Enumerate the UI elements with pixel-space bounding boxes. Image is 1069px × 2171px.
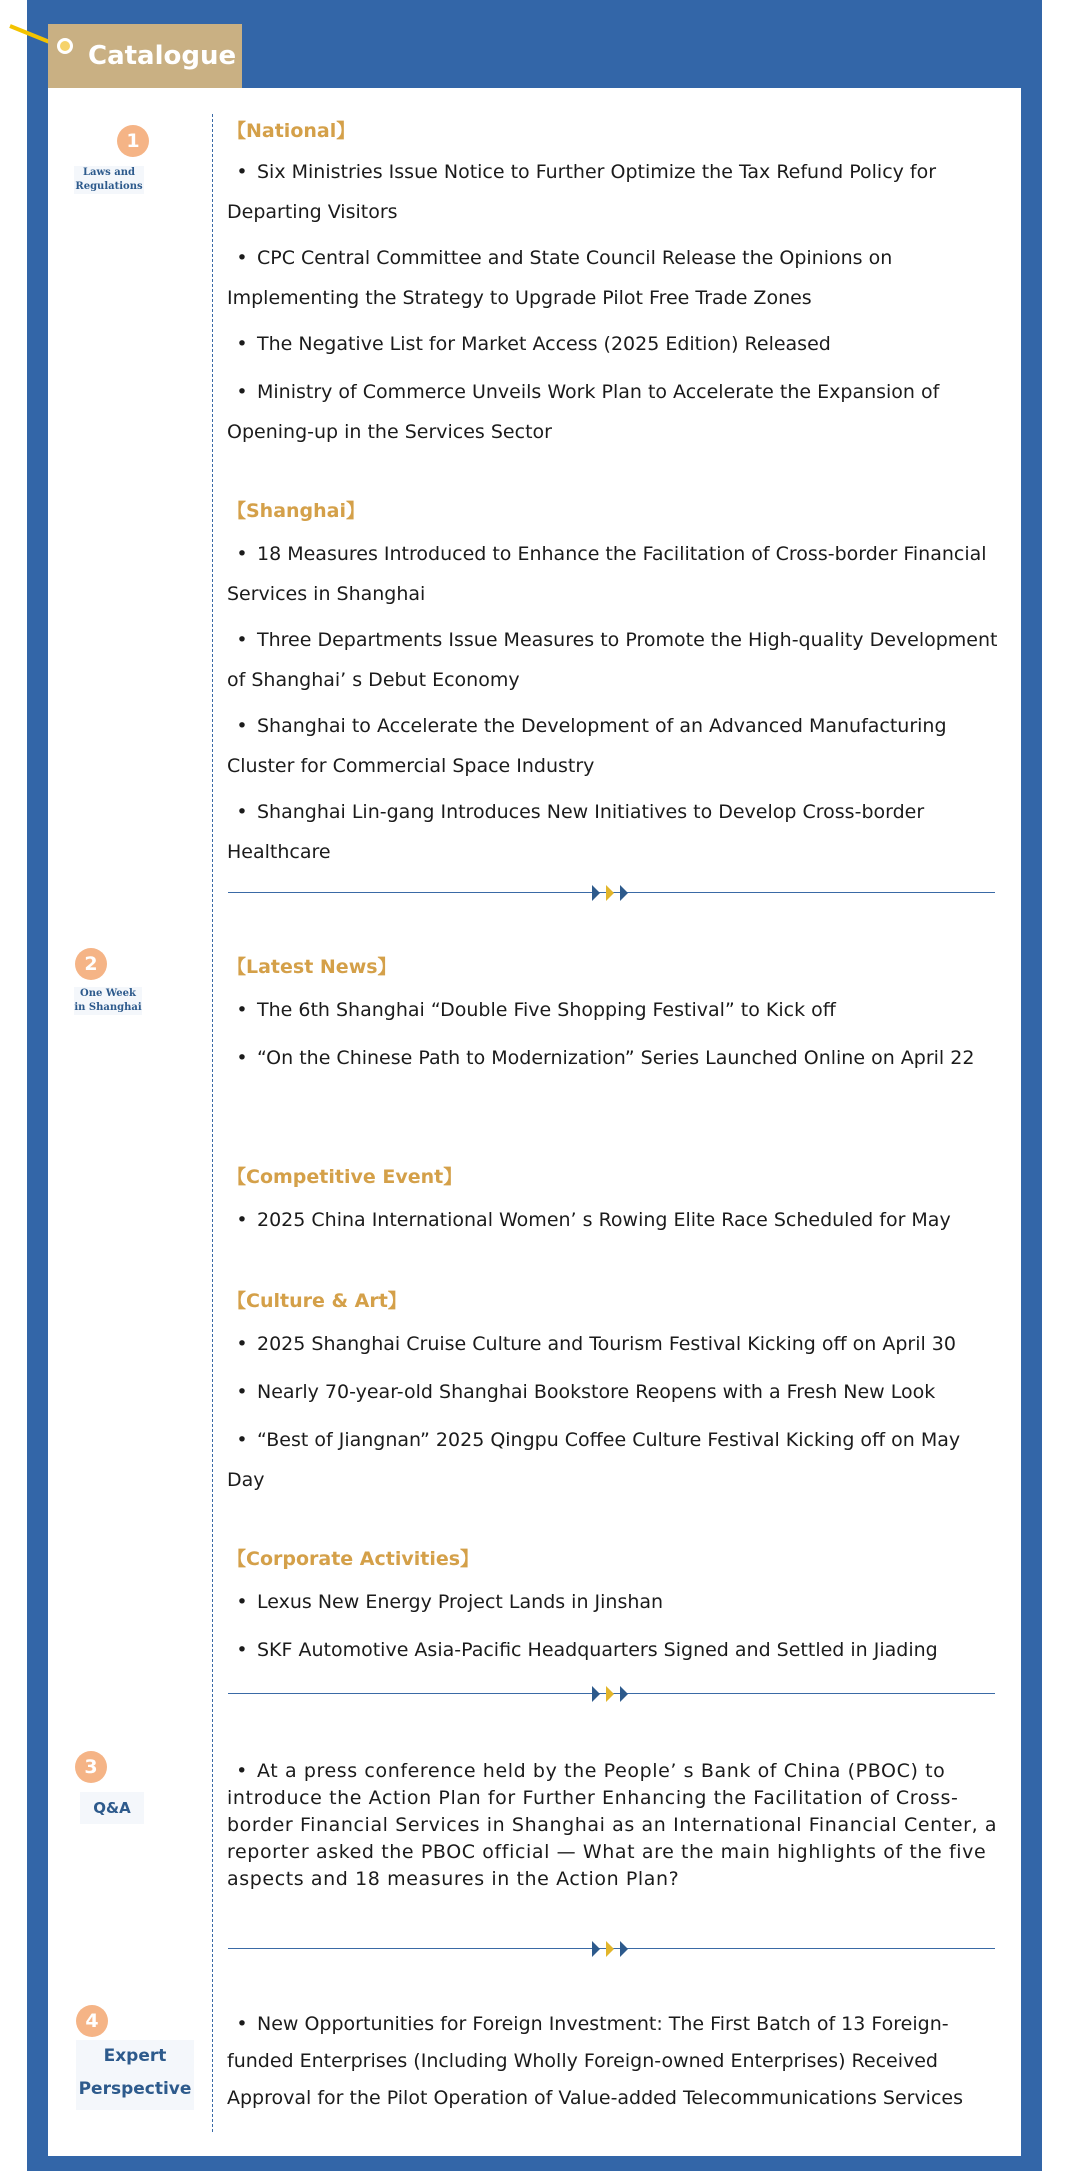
qa-item[interactable]: • At a press conference held by the People’ s Bank of China (PBOC) to introduce the Action Plan for Further Enhancing the Facilitation of Cross-border Financial Services in Shanghai as an International Financial Center, a reporter asked the PBOC official — What are the main highlights of the five aspects and 18 measures in the Action Plan?: [227, 1760, 998, 1890]
section-4-label: Expert Perspective: [76, 2040, 194, 2110]
section-4-badge: 4: [76, 2005, 108, 2037]
list-item[interactable]: • 2025 China International Women’ s Rowing Elite Race Scheduled for May: [236, 1209, 951, 1231]
catalogue-title: Catalogue: [48, 24, 242, 88]
heading-shanghai: 【Shanghai】: [227, 500, 366, 522]
section-1-badge: 1: [117, 125, 149, 157]
divider-arrows-icon: [590, 884, 634, 902]
heading-competitive-event: 【Competitive Event】: [227, 1166, 463, 1188]
list-item[interactable]: • Shanghai Lin-gang Introduces New Initiatives to Develop Cross-border Healthcare: [227, 801, 925, 863]
list-item[interactable]: • SKF Automotive Asia-Pacific Headquarters Signed and Settled in Jiading: [236, 1639, 938, 1661]
list-item[interactable]: • Three Departments Issue Measures to Promote the High-quality Development of Shanghai’ s Debut Economy: [227, 629, 998, 691]
divider-arrows-icon: [590, 1940, 634, 1958]
heading-national: 【National】: [227, 120, 356, 142]
list-item[interactable]: • Nearly 70-year-old Shanghai Bookstore Reopens with a Fresh New Look: [236, 1381, 936, 1403]
expert-item[interactable]: • New Opportunities for Foreign Investment: The First Batch of 13 Foreign-funded Enterprises (Including Wholly Foreign-owned Enterprises) Received Approval for the Pilot Operation of Value-added Telecommunications Services: [227, 2013, 963, 2109]
section-2-badge: 2: [75, 948, 107, 980]
heading-corporate-activities: 【Corporate Activities】: [227, 1548, 480, 1570]
list-item[interactable]: • “Best of Jiangnan” 2025 Qingpu Coffee Culture Festival Kicking off on May Day: [227, 1429, 961, 1491]
list-item[interactable]: • 18 Measures Introduced to Enhance the Facilitation of Cross-border Financial Services in Shanghai: [227, 543, 987, 605]
list-item[interactable]: • Lexus New Energy Project Lands in Jinshan: [236, 1591, 664, 1613]
heading-latest-news: 【Latest News】: [227, 956, 397, 978]
list-item[interactable]: • Six Ministries Issue Notice to Further Optimize the Tax Refund Policy for Departing Visitors: [227, 161, 937, 223]
section-1-label: Laws and Regulations: [75, 167, 143, 192]
section-3-badge: 3: [75, 1751, 107, 1783]
timeline-dashed-line: [212, 114, 213, 2132]
list-item[interactable]: • Shanghai to Accelerate the Development of an Advanced Manufacturing Cluster for Commercial Space Industry: [227, 715, 947, 777]
section-3-label: Q&A: [80, 1792, 144, 1824]
catalogue-dot-icon: [57, 38, 73, 54]
divider-arrows-icon: [590, 1685, 634, 1703]
list-item[interactable]: • 2025 Shanghai Cruise Culture and Tourism Festival Kicking off on April 30: [236, 1333, 956, 1355]
list-item[interactable]: • The 6th Shanghai “Double Five Shopping Festival” to Kick off: [236, 999, 836, 1021]
section-2-label: One Week in Shanghai: [74, 988, 142, 1013]
heading-culture-art: 【Culture & Art】: [227, 1290, 407, 1312]
list-item[interactable]: • The Negative List for Market Access (2025 Edition) Released: [236, 333, 831, 355]
list-item[interactable]: • CPC Central Committee and State Council Release the Opinions on Implementing the Strategy to Upgrade Pilot Free Trade Zones: [227, 247, 893, 309]
list-item[interactable]: • Ministry of Commerce Unveils Work Plan to Accelerate the Expansion of Opening-up in the Services Sector: [227, 381, 940, 443]
list-item[interactable]: • “On the Chinese Path to Modernization” Series Launched Online on April 22: [236, 1047, 975, 1069]
